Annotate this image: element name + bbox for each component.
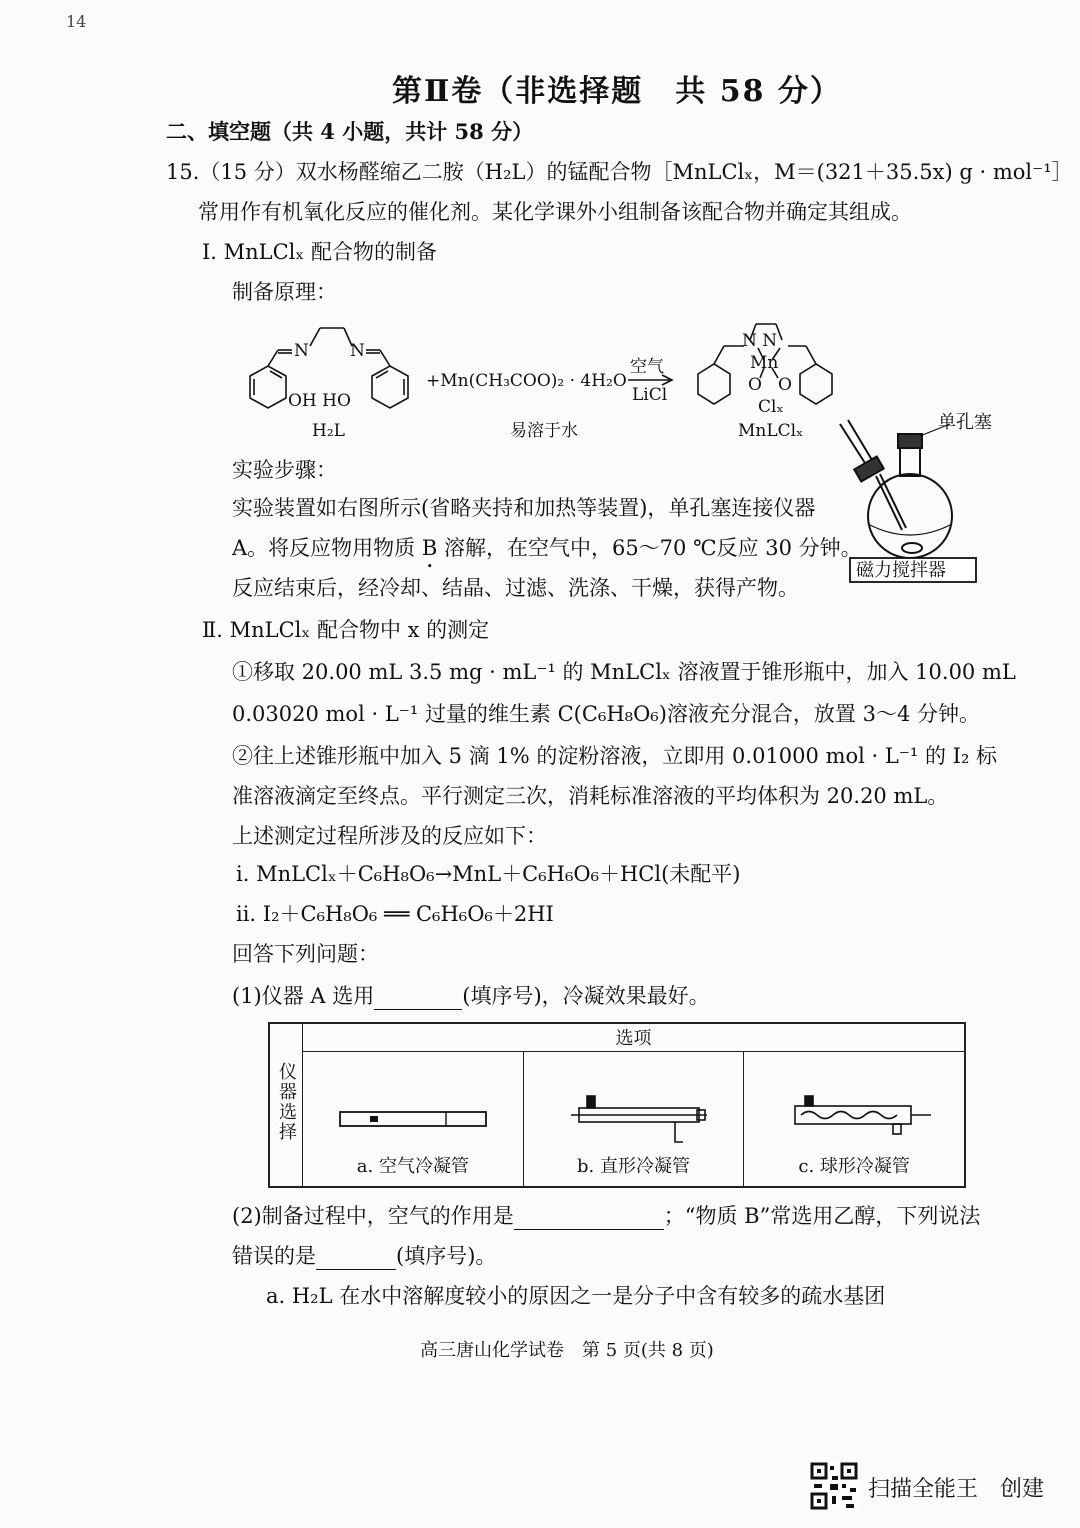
scanner-credit: 扫描全能王 创建 <box>868 1477 1045 1502</box>
option-a-label: a. 空气冷凝管 <box>356 1156 469 1177</box>
table-header: 选项 <box>303 1023 965 1051</box>
steps-line1: 实验装置如右图所示(省略夹持和加热等装置)，单孔塞连接仪器 <box>232 496 816 520</box>
option-a-statement: a. H₂L 在水中溶解度较小的原因之一是分子中含有较多的疏水基团 <box>266 1284 886 1308</box>
product-label: MnLClₓ <box>738 421 804 441</box>
q15-line1: 15.（15 分）双水杨醛缩乙二胺（H₂L）的锰配合物［MnLClₓ，M＝(321＋35.5x) g · mol⁻¹］ <box>166 160 1073 184</box>
straight-condenser-icon <box>549 1082 719 1152</box>
below-arrow: LiCl <box>632 385 668 405</box>
answer-intro: 回答下列问题： <box>232 942 379 966</box>
answer-blank-1[interactable] <box>374 987 462 1010</box>
h2l-label: H₂L <box>312 421 345 441</box>
measure-2b: 准溶液滴定至终点。平行测定三次，消耗标准溶液的平均体积为 20.20 mL。 <box>232 784 949 808</box>
stopper-label: 单孔塞 <box>938 412 992 433</box>
reactions-intro: 上述测定过程所涉及的反应如下： <box>232 824 547 848</box>
subquestion-2-line1: (2)制备过程中，空气的作用是 ；“物质 B”常选用乙醇，下列说法 <box>232 1204 981 1228</box>
measure-1a: ①移取 20.00 mL 3.5 mg · mL⁻¹ 的 MnLClₓ 溶液置于锥形瓶中，加入 10.00 mL <box>232 660 1016 684</box>
part2-title: Ⅱ. MnLClₓ 配合物中 x 的测定 <box>202 618 490 642</box>
page-footer: 高三唐山化学试卷 第 5 页(共 8 页) <box>420 1340 714 1361</box>
above-arrow: 空气 <box>630 357 664 377</box>
option-c-cell <box>744 1051 965 1187</box>
measure-2a: ②往上述锥形瓶中加入 5 滴 1% 的淀粉溶液，立即用 0.01000 mol · L⁻¹ 的 I₂ 标 <box>232 744 998 768</box>
air-condenser-icon <box>328 1082 498 1152</box>
options-table <box>268 1022 966 1188</box>
reaction-i: ⅰ. MnLClₓ＋C₆H₈O₆→MnL＋C₆H₆O₆＋HCl(未配平) <box>236 862 741 886</box>
benzene-ring-right-2 <box>800 364 832 404</box>
option-b-cell <box>523 1051 744 1187</box>
steps-line3: 反应结束后，经冷却、结晶、过滤、洗涤、干燥，获得产物。 <box>232 576 799 600</box>
principle-label: 制备原理： <box>232 280 337 304</box>
answer-blank-2[interactable] <box>514 1207 664 1230</box>
reagent: +Mn(CH₃COO)₂ · 4H₂O <box>426 371 627 391</box>
option-b-label: b. 直形冷凝管 <box>577 1156 690 1177</box>
q15-line2: 常用作有机氧化反应的催化剂。某化学课外小组制备该配合物并确定其组成。 <box>198 200 912 224</box>
part1-title: Ⅰ. MnLClₓ 配合物的制备 <box>202 240 437 264</box>
bulb-condenser-icon <box>769 1082 939 1152</box>
product-o-left: O <box>748 375 762 395</box>
soluble-note: 易溶于水 <box>510 421 578 441</box>
product-o-right: O <box>778 375 792 395</box>
benzene-ring-left-1 <box>250 366 286 408</box>
part-heading: 二、填空题（共 4 小题，共计 58 分） <box>166 119 534 144</box>
reaction-ii: ⅱ. I₂＋C₆H₈O₆ ══ C₆H₆O₆＋2HI <box>236 902 554 926</box>
oh-ho: OH HO <box>288 391 351 411</box>
row-label: 仪器选择 <box>269 1023 303 1187</box>
section-title: 第Ⅱ卷（非选择题 共 58 分） <box>392 74 842 109</box>
steps-line2: A。将反应物用物质 B 溶解，在空气中，65～70 ℃反应 30 分钟。 <box>232 536 862 560</box>
benzene-ring-left-2 <box>698 364 730 404</box>
steps-label: 实验步骤： <box>232 458 337 482</box>
product-mn: Mn <box>750 353 779 373</box>
subquestion-2-line2: 错误的是 (填序号)。 <box>232 1244 497 1268</box>
benzene-ring-right-1 <box>372 366 408 408</box>
answer-blank-3[interactable] <box>316 1247 396 1270</box>
subquestion-1: (1)仪器 A 选用 (填序号)，冷凝效果最好。 <box>232 984 710 1008</box>
option-a-cell <box>303 1051 524 1187</box>
qr-code-icon <box>810 1462 858 1510</box>
stopper <box>898 434 922 448</box>
option-c-label: c. 球形冷凝管 <box>798 1156 910 1177</box>
n-right: N <box>350 341 365 361</box>
product-cl: Clₓ <box>758 397 784 417</box>
product-n: N N <box>742 331 778 351</box>
reaction-scheme <box>220 316 850 446</box>
measure-1b: 0.03020 mol · L⁻¹ 过量的维生素 C(C₆H₈O₆)溶液充分混合，放置 3～4 分钟。 <box>232 702 980 726</box>
stirrer-label: 磁力搅拌器 <box>856 560 946 581</box>
stir-bar <box>902 543 922 553</box>
corner-mark: 14 <box>66 12 87 31</box>
n-left: N <box>294 341 309 361</box>
